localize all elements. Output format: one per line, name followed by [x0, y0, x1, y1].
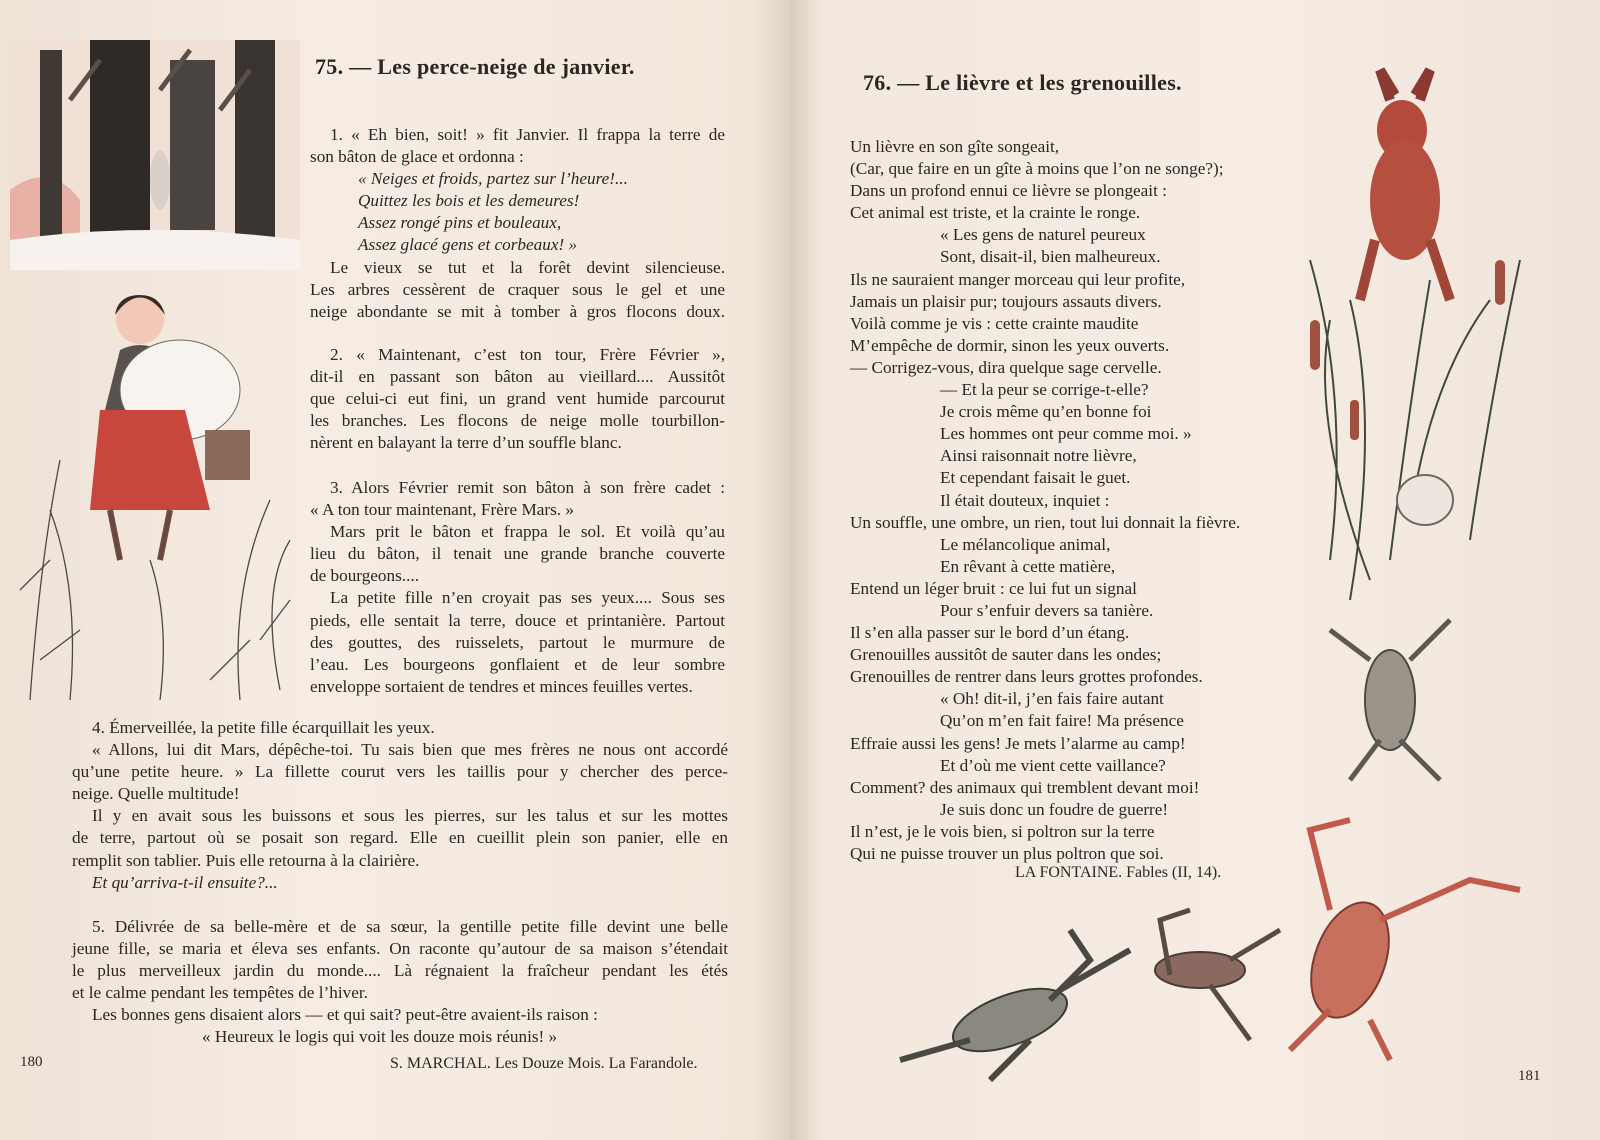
- verse-line: Entend un léger bruit : ce lui fut un signal: [850, 578, 1137, 598]
- text-line: La petite fille n’en croyait pas ses yeux.... Sous ses: [330, 588, 725, 608]
- verse-line: — Corrigez-vous, dira quelque sage cervelle.: [850, 357, 1162, 377]
- verse-line: « Les gens de naturel peureux: [940, 225, 1146, 245]
- verse-line: Le mélancolique animal,: [940, 534, 1111, 554]
- paragraph-2: [310, 344, 725, 454]
- verse-line: Un souffle, une ombre, un rien, tout lui donnait la fièvre.: [850, 512, 1241, 532]
- text-line: de bourgeons....: [310, 566, 419, 586]
- verse-line: Et d’où me vient cette vaillance?: [940, 755, 1166, 775]
- paragraph-5: [72, 916, 728, 1049]
- text-line: lieu du bâton, il tenait une grande branche couverte: [310, 544, 725, 564]
- verse-line: Dans un profond ennui ce lièvre se plongeait :: [850, 181, 1167, 201]
- verse-line: (Car, que faire en un gîte à moins que l’on ne songe?);: [850, 159, 1224, 179]
- text-line: Et qu’arriva-t-il ensuite?...: [92, 872, 278, 892]
- text-line: neige abondante se mit à tomber à gros flocons doux.: [310, 301, 725, 321]
- verse-line: Les hommes ont peur comme moi. »: [940, 424, 1192, 444]
- text-line: 5. Délivrée de sa belle-mère et de sa sœur, la gentille petite fille devint une belle: [92, 917, 728, 936]
- verse-line: Ainsi raisonnait notre lièvre,: [940, 446, 1137, 466]
- verse-line: Qui ne puisse trouver un plus poltron que soi.: [850, 844, 1164, 863]
- verse-line: M’empêche de dormir, sinon les yeux ouverts.: [850, 335, 1170, 355]
- chapter-title-76: 76. — Le lièvre et les grenouilles.: [863, 70, 1182, 95]
- text-line: 3. Alors Février remit son bâton à son frère cadet :: [330, 478, 725, 497]
- verse-line: Il était douteux, inquiet :: [940, 490, 1110, 510]
- verse-line: Cet animal est triste, et la crainte le ronge.: [850, 203, 1141, 223]
- left-page: [0, 0, 790, 1140]
- text-line: nèrent en balayant la terre d’un souffle blanc.: [310, 433, 622, 453]
- text-line: neige. Quelle multitude!: [72, 784, 240, 804]
- text-line: Le vieux se tut et la forêt devint silencieuse.: [330, 257, 725, 277]
- attribution: S. MARCHAL. Les Douze Mois. La Farandole.: [390, 1055, 698, 1072]
- chapter-title-75: 75. — Les perce-neige de janvier.: [315, 54, 635, 79]
- text-line: Les arbres cessèrent de craquer sous le gel et une: [310, 279, 725, 299]
- verse-line: Il n’est, je le vois bien, si poltron sur la terre: [850, 821, 1155, 841]
- page-number: 181: [1518, 1068, 1541, 1084]
- verse-line: « Oh! dit-il, j’en fais faire autant: [940, 689, 1164, 709]
- text-line: son bâton de glace et ordonna :: [310, 147, 524, 167]
- verse-line: Qu’on m’en fait faire! Ma présence: [940, 711, 1184, 731]
- text-line: de terre, partout où se posait son regard. Elle en cueillit plein son panier, elle en: [72, 828, 728, 848]
- text-line: 4. Émerveillée, la petite fille écarquillait les yeux.: [92, 718, 435, 737]
- text-line: jeune fille, se maria et éleva ses enfants. On raconte qu’autour de sa maison s’étendait: [72, 939, 728, 959]
- poem-line: « Neiges et froids, partez sur l’heure!...: [358, 169, 628, 189]
- text-line: que celui-ci eut fini, un grand vent humide parcourut: [310, 389, 725, 409]
- poem-line: Assez rongé pins et bouleaux,: [358, 213, 562, 233]
- text-line: « A ton tour maintenant, Frère Mars. »: [310, 500, 574, 520]
- verse-line: Jamais un plaisir pur; toujours assauts divers.: [850, 291, 1162, 311]
- verse-line: Sont, disait-il, bien malheureux.: [940, 247, 1161, 267]
- hare-and-frogs-illustration: [790, 0, 1600, 1140]
- paragraph-1: [310, 124, 725, 323]
- text-line: « Allons, lui dit Mars, dépêche-toi. Tu sais bien que mes frères ne nous ont accordé: [92, 740, 728, 760]
- text-line: pieds, elle sentait la terre, douce et printanière. Partout: [310, 610, 725, 630]
- verse-line: Et cependant faisait le guet.: [940, 468, 1131, 488]
- verse-line: Comment? des animaux qui tremblent devant moi!: [850, 777, 1200, 797]
- text-line: 1. « Eh bien, soit! » fit Janvier. Il frappa la terre de: [330, 125, 725, 144]
- verse-line: Voilà comme je vis : cette crainte maudite: [850, 313, 1139, 333]
- text-line: « Heureux le logis qui voit les douze mois réunis! »: [202, 1027, 558, 1047]
- text-line: des gouttes, des ruisselets, partout le murmure de: [310, 632, 725, 652]
- text-line: le plus merveilleux jardin du monde.... Là régnaient la fraîcheur pendant les étés: [72, 961, 728, 981]
- text-line: Il y en avait sous les buissons et sous les pierres, sur les talus et sur les mottes: [92, 806, 728, 826]
- verse-line: — Et la peur se corrige-t-elle?: [940, 380, 1149, 400]
- text-line: remplit son tablier. Puis elle retourna à la clairière.: [72, 850, 420, 870]
- page-number: 180: [20, 1054, 43, 1070]
- verse-line: Je suis donc un foudre de guerre!: [940, 799, 1169, 819]
- verse-line: Il s’en alla passer sur le bord d’un étang.: [850, 623, 1130, 643]
- text-line: l’eau. Les bourgeons gonflaient et de leur sombre: [310, 654, 725, 674]
- text-line: les branches. Les flocons de neige molle tourbillon-: [310, 411, 725, 431]
- verse-line: Grenouilles de rentrer dans leurs grottes profondes.: [850, 667, 1203, 687]
- paragraph-4: [72, 717, 728, 894]
- girl-with-snowdrops-illustration: [10, 260, 300, 700]
- verse-line: Ils ne sauraient manger morceau qui leur profite,: [850, 269, 1186, 289]
- text-line: enveloppe sortaient de tendres et minces feuilles vertes.: [310, 676, 693, 696]
- text-line: Mars prit le bâton et frappa le sol. Et voilà qu’au: [330, 522, 725, 542]
- text-line: dit-il en passant son bâton au vieillard.... Aussitôt: [310, 367, 725, 387]
- paragraph-3: [310, 477, 725, 698]
- verse-line: Pour s’enfuir devers sa tanière.: [940, 600, 1154, 620]
- poem-line: Assez glacé gens et corbeaux! »: [358, 235, 578, 255]
- text-line: qu’une petite heure. » La fillette courut vers les taillis pour y chercher des perce-: [72, 762, 728, 782]
- verse-line: Effraie aussi les gens! Je mets l’alarme au camp!: [850, 733, 1186, 753]
- text-line: 2. « Maintenant, c’est ton tour, Frère Février »,: [330, 345, 725, 364]
- poem-line: Quittez les bois et les demeures!: [358, 191, 580, 211]
- verse-line: En rêvant à cette matière,: [940, 556, 1116, 576]
- attribution: LA FONTAINE. Fables (II, 14).: [1015, 864, 1222, 881]
- text-line: Les bonnes gens disaient alors — et qui sait? peut-être avaient-ils raison :: [92, 1005, 598, 1025]
- text-line: et le calme pendant les tempêtes de l’hiver.: [72, 983, 368, 1003]
- right-page: [790, 0, 1600, 1140]
- forest-illustration: [10, 40, 300, 270]
- verse-line: Je crois même qu’en bonne foi: [940, 402, 1152, 422]
- verse-line: Un lièvre en son gîte songeait,: [850, 137, 1060, 156]
- verse-line: Grenouilles aussitôt de sauter dans les ondes;: [850, 645, 1162, 665]
